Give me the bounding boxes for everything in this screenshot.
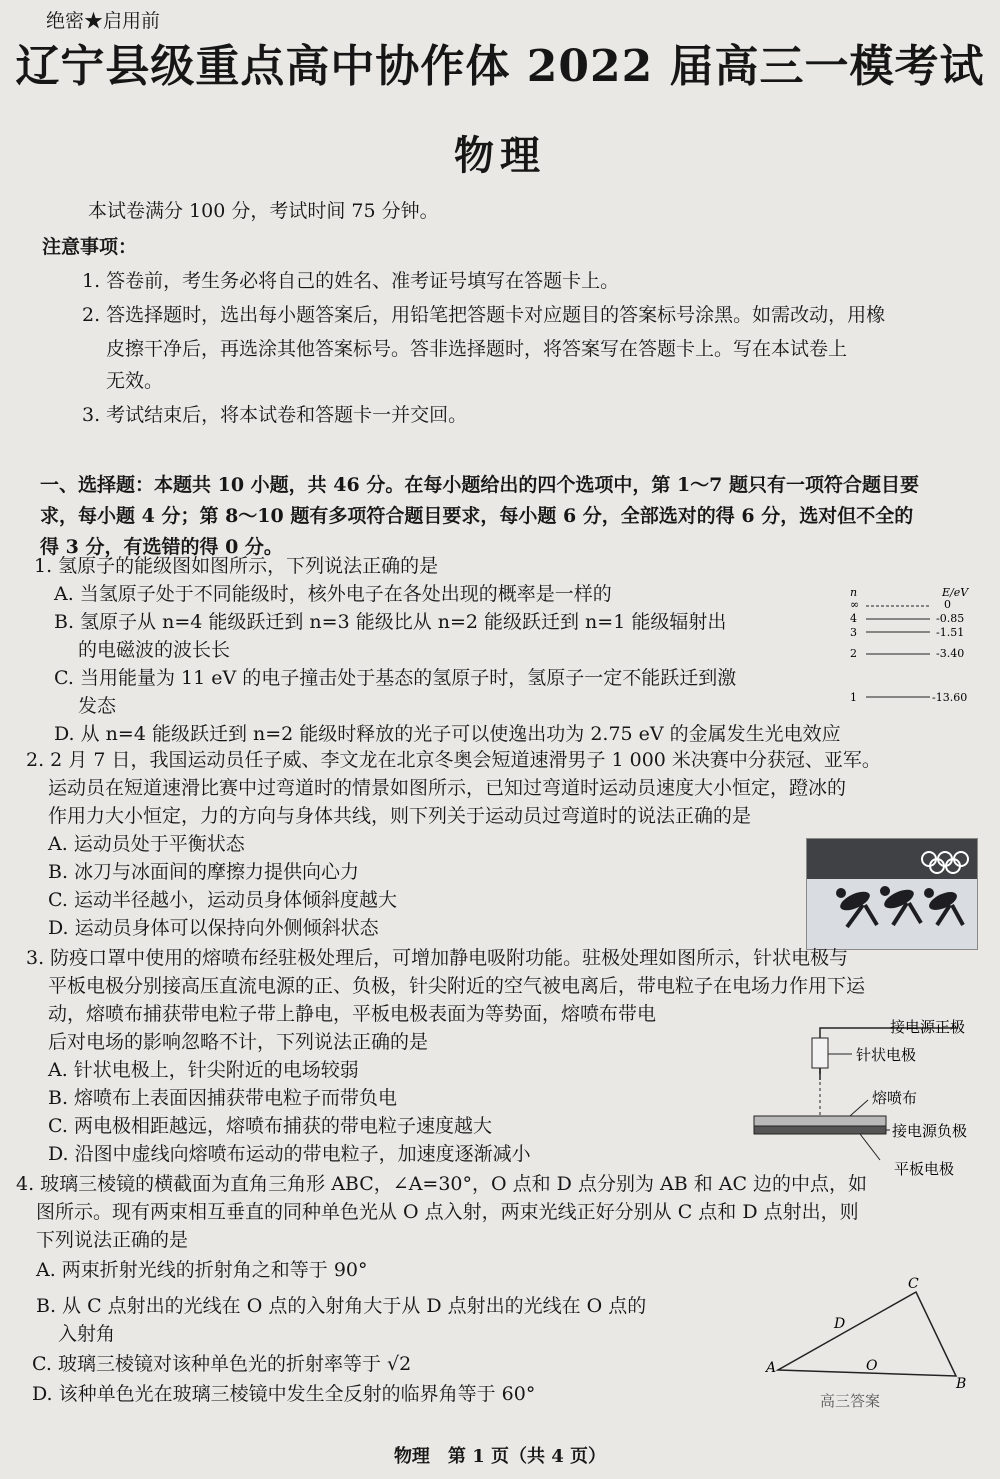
point-o: O: [866, 1358, 878, 1374]
q1-option-b-cont: 的电磁波的波长长: [78, 639, 231, 661]
level-4: [850, 612, 964, 625]
q2-stem-line: 作用力大小恒定，力的方向与身体共线，则下列关于运动员过弯道时的说法正确的是: [48, 805, 752, 827]
point-c: C: [908, 1276, 919, 1292]
q4-option-d: D. 该种单色光在玻璃三棱镜中发生全反射的临界角等于 60°: [32, 1383, 536, 1405]
level-3: [850, 626, 964, 639]
q1-option-d: D. 从 n=4 能级跃迁到 n=2 能级时释放的光子可以使逸出功为 2.75 eV 的金属发生光电效应: [54, 723, 841, 745]
label-plate-electrode: 平板电极: [894, 1160, 955, 1178]
section-line: 得 3 分，有选错的得 0 分。: [40, 536, 283, 558]
svg-text:0: 0: [944, 598, 951, 611]
energy-axis-label: E/eV: [942, 586, 969, 599]
q4-option-c: C. 玻璃三棱镜对该种单色光的折射率等于 √2: [32, 1353, 412, 1375]
notice-heading: 注意事项：: [42, 236, 138, 258]
q4-option-b-cont: 入射角: [58, 1323, 116, 1345]
speed-skating-photo: [806, 838, 978, 950]
section-instructions: [40, 470, 985, 563]
q2-stem-line: 运动员在短道速滑比赛中过弯道时的情景如图所示，已知过弯道时运动员速度大小恒定，蹬冰的: [48, 777, 847, 799]
q3-option-c: C. 两电极相距越远，熔喷布捕获的带电粒子速度越大: [48, 1115, 492, 1137]
q3-stem-line: 后对电场的影响忽略不计，下列说法正确的是: [48, 1031, 429, 1053]
q4-stem-line: 4. 玻璃三棱镜的横截面为直角三角形 ABC，∠A=30°，O 点和 D 点分别为 AB 和 AC 边的中点，如: [16, 1173, 868, 1195]
q2-stem-line: 2. 2 月 7 日，我国运动员任子威、李文龙在北京冬奥会短道速滑男子 1 000 米决赛中分获冠、亚军。: [26, 749, 881, 771]
prism-diagram: [756, 1270, 976, 1390]
svg-text:-3.40: -3.40: [936, 647, 965, 660]
confidential-mark: 绝密★启用前: [46, 10, 161, 32]
q1-option-b: B. 氢原子从 n=4 能级跃迁到 n=3 能级比从 n=2 能级跃迁到 n=1 能级辐射出: [54, 611, 727, 633]
svg-text:1: 1: [850, 691, 857, 704]
section-line: 求，每小题 4 分；第 8～10 题有多项符合题目要求，每小题 6 分，全部选对的得 6 分，选对但不全的: [40, 505, 914, 527]
label-needle-electrode: 针状电极: [856, 1046, 917, 1064]
q1-stem: 1. 氢原子的能级图如图所示，下列说法正确的是: [34, 555, 439, 577]
svg-text:∞: ∞: [850, 598, 860, 611]
q4-option-a: A. 两束折射光线的折射角之和等于 90°: [36, 1259, 368, 1281]
notice-item: 2. 答选择题时，选出每小题答案后，用铅笔把答题卡对应题目的答案标号涂黑。如需改动，用橡: [82, 304, 886, 326]
subject-title: 物理: [454, 132, 546, 179]
q1-option-c-cont: 发态: [78, 695, 117, 717]
svg-text:-0.85: -0.85: [936, 612, 965, 625]
electret-diagram: [740, 1010, 980, 1190]
notice-item: 3. 考试结束后，将本试卷和答题卡一并交回。: [82, 404, 468, 426]
svg-text:3: 3: [850, 626, 857, 639]
notice-item: 1. 答卷前，考生务必将自己的姓名、准考证号填写在答题卡上。: [82, 270, 620, 292]
notice-item: 无效。: [106, 370, 164, 392]
point-d: D: [834, 1316, 846, 1332]
q3-stem-line: 3. 防疫口罩中使用的熔喷布经驻极处理后，可增加静电吸附功能。驻极处理如图所示，针状电极与: [26, 947, 849, 969]
level-2: [850, 647, 964, 660]
notice-item: 皮擦干净后，再选涂其他答案标号。答非选择题时，将答案写在答题卡上。写在本试卷上: [106, 338, 848, 360]
section-line: 一、选择题：本题共 10 小题，共 46 分。在每小题给出的四个选项中，第 1～7 题只有一项符合题目要: [40, 474, 920, 496]
q4-stem-line: 下列说法正确的是: [36, 1229, 189, 1251]
label-meltblown-fabric: 熔喷布: [872, 1089, 918, 1107]
n-axis-label: n: [850, 586, 858, 599]
point-b: B: [956, 1376, 967, 1390]
point-a: A: [766, 1360, 777, 1376]
watermark-logo: 高三答案: [820, 1392, 881, 1410]
exam-title: 辽宁县级重点高中协作体 2022 届高三一模考试: [15, 41, 985, 92]
level-1: [850, 691, 967, 704]
label-positive-terminal: 接电源正极: [890, 1018, 966, 1036]
svg-text:-13.60: -13.60: [932, 691, 968, 704]
q1-option-c: C. 当用能量为 11 eV 的电子撞击处于基态的氢原子时，氢原子一定不能跃迁到激: [54, 667, 737, 689]
q3-option-b: B. 熔喷布上表面因捕获带电粒子而带负电: [48, 1087, 398, 1109]
q2-option-a: A. 运动员处于平衡状态: [48, 833, 245, 855]
q4-option-b: B. 从 C 点射出的光线在 O 点的入射角大于从 D 点射出的光线在 O 点的: [36, 1295, 647, 1317]
q3-stem-line: 动，熔喷布捕获带电粒子带上静电，平板电极表面为等势面，熔喷布带电: [48, 1003, 657, 1025]
label-negative-terminal: 接电源负极: [892, 1122, 968, 1140]
page-footer: 物理 第 1 页（共 4 页）: [393, 1446, 607, 1467]
energy-level-diagram: [846, 586, 986, 706]
q2-option-d: D. 运动员身体可以保持向外侧倾斜状态: [48, 917, 379, 939]
q3-stem-line: 平板电极分别接高压直流电源的正、负极，针尖附近的空气被电离后，带电粒子在电场力作用下运: [48, 975, 866, 997]
svg-text:-1.51: -1.51: [936, 626, 965, 639]
q1-option-a: A. 当氢原子处于不同能级时，核外电子在各处出现的概率是一样的: [54, 583, 612, 605]
q3-option-d: D. 沿图中虚线向熔喷布运动的带电粒子，加速度逐渐减小: [48, 1143, 531, 1165]
q4-stem-line: 图所示。现有两束相互垂直的同种单色光从 O 点入射，两束光线正好分别从 C 点和 D 点射出，则: [36, 1201, 859, 1223]
level-inf: [850, 598, 951, 611]
svg-text:2: 2: [850, 647, 857, 660]
q3-option-a: A. 针状电极上，针尖附近的电场较弱: [48, 1059, 359, 1081]
svg-text:4: 4: [850, 612, 857, 625]
q2-option-c: C. 运动半径越小，运动员身体倾斜度越大: [48, 889, 397, 911]
q2-option-b: B. 冰刀与冰面间的摩擦力提供向心力: [48, 861, 360, 883]
exam-intro: 本试卷满分 100 分，考试时间 75 分钟。: [88, 200, 439, 222]
